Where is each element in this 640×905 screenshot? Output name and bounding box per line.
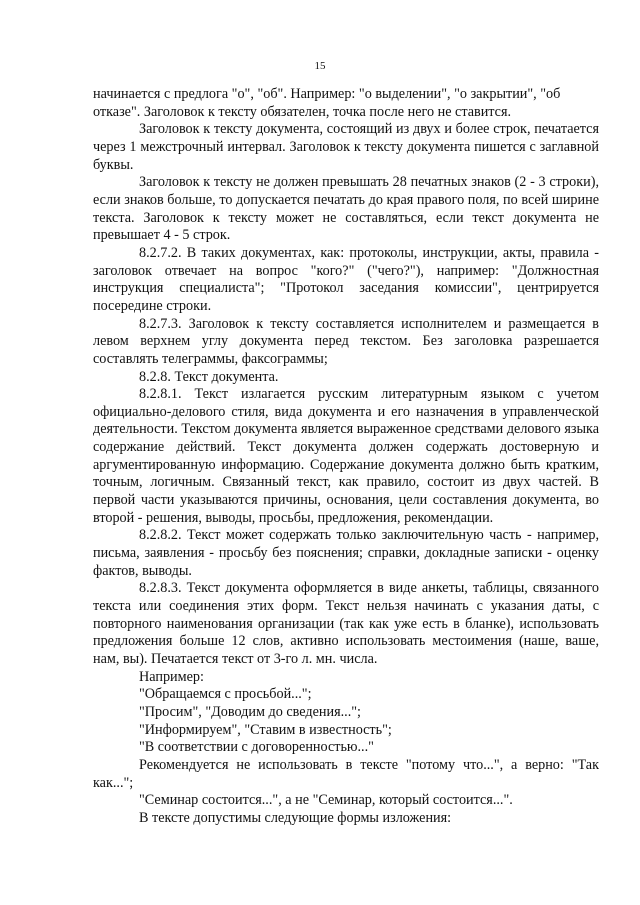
document-body: [93, 86, 599, 828]
example-item: "Просим", "Доводим до сведения...";: [139, 703, 361, 720]
example-item: "Обращаемся с просьбой...";: [139, 686, 312, 703]
section-heading-8-2-8: 8.2.8. Текст документа.: [139, 368, 279, 385]
paragraph-8-2-8-1: 8.2.8.1. Текст излагается русским литературным языком с учетом официально-делового стиля, вида документа и его назначения в управленческой деятельности. Текстом документа является выраженное средствами делового языка содержание действий. Текст документа должен содержать достоверную и аргументированную информацию. Содержание документа должно быть кратким, точным, логичным. Связанный текст, как правило, состоит из двух частей. В первой части указываются причины, основания, цели составления документа, во второй - решения, выводы, просьбы, предложения, рекомендации.: [93, 386, 599, 526]
page-number: 15: [314, 60, 326, 72]
example-label: Например:: [139, 668, 204, 685]
paragraph-heading-multiline: Заголовок к тексту документа, состоящий из двух и более строк, печатается через 1 межстрочный интервал. Заголовок к тексту документа пишется с заглавной буквы.: [93, 121, 599, 173]
example-item: "В соответствии с договоренностью...": [139, 739, 374, 756]
paragraph-8-2-7-3: 8.2.7.3. Заголовок к тексту составляется исполнителем и размещается в левом верхнем углу документа перед текстом. Без заголовка разрешается составлять телеграммы, факсограммы;: [93, 315, 599, 367]
example-item: "Информируем", "Ставим в известность";: [139, 721, 392, 738]
paragraph-8-2-8-3: 8.2.8.3. Текст документа оформляется в виде анкеты, таблицы, связанного текста или соединения этих форм. Текст нельзя начинать с указания даты, с повторного наименования организации (так как уже есть в бланке), использовать предложения больше 12 слов, активно использовать местоимения (наше, ваше, нам, вы). Печатается текст от 3-го л. мн. числа.: [93, 580, 599, 667]
paragraph-heading-length: Заголовок к тексту не должен превышать 28 печатных знаков (2 - 3 строки), если знаков больше, то допускается печатать до края правого поля, по всей ширине текста. Заголовок к тексту может не составляться, если текст документа не превышает 4 - 5 строк.: [93, 174, 599, 244]
paragraph-forms-intro: В тексте допустимы следующие формы изложения:: [139, 809, 452, 826]
paragraph-continuation: начинается с предлога "о", "об". Например: "о выделении", "о закрытии", "об отказе". Заголовок к тексту обязателен, точка после него не ставится.: [93, 86, 561, 120]
paragraph-8-2-7-2: 8.2.7.2. В таких документах, как: протоколы, инструкции, акты, правила - заголовок отвечает на вопрос "кого?" ("чего?"), например: "Должностная инструкция специалиста"; "Протокол заседания комиссии", центрируется посередине строки.: [93, 244, 599, 314]
paragraph-recommendation: Рекомендуется не использовать в тексте "потому что...", а верно: "Так как...";: [93, 756, 599, 791]
example-item: "Семинар состоится...", а не "Семинар, который состоится...".: [139, 792, 513, 809]
paragraph-8-2-8-2: 8.2.8.2. Текст может содержать только заключительную часть - например, письма, заявления - просьбу без пояснения; справки, докладные записки - оценку фактов, выводы.: [93, 527, 599, 579]
